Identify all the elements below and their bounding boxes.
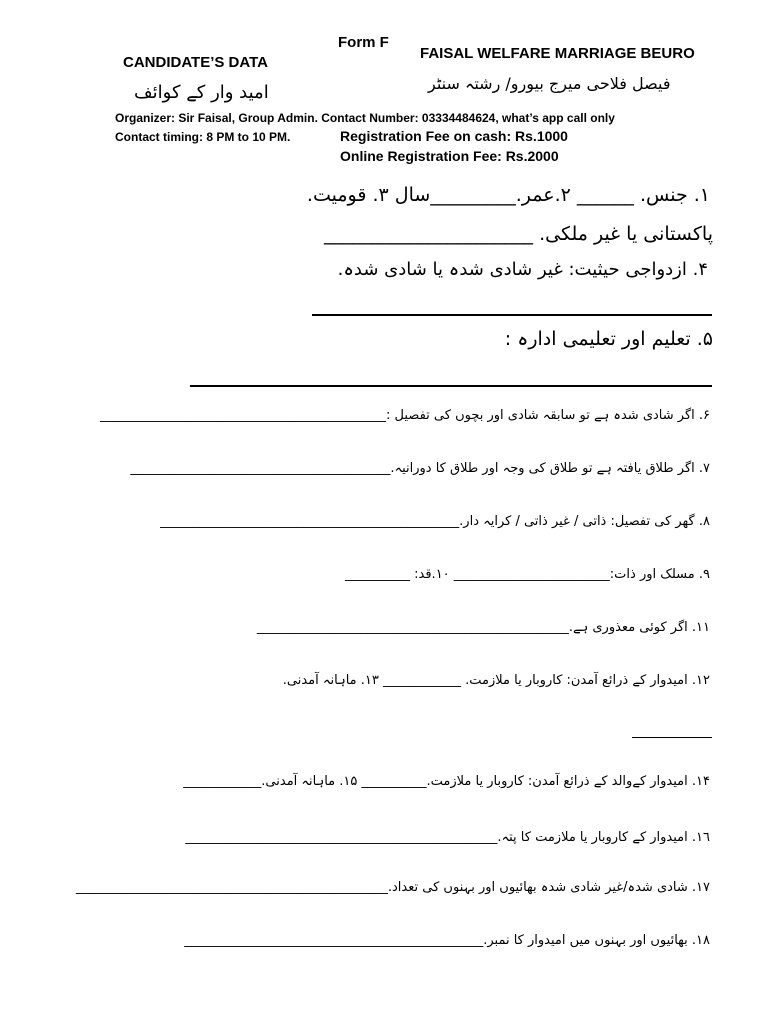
- answer-line-5[interactable]: [190, 385, 712, 387]
- question-12-13-income: ۱۲. امیدوار کے ذرائع آمدن: کاروبار یا ملازمت. ____________ ۱۳. ماہانہ آمدنی.: [282, 673, 710, 688]
- question-1b-nationality: پاکستانی یا غیر ملکی. ______________________: [324, 223, 713, 245]
- question-6-previous-marriage: ۶. اگر شادی شدہ ہے تو سابقہ شادی اور بچوں کی تفصیل :____________________________________________: [100, 408, 710, 423]
- contact-timing: Contact timing: 8 PM to 10 PM.: [115, 130, 291, 144]
- question-18-sibling-order: ۱۸. بھائیوں اور بہنوں میں امیدوار کا نمبر.______________________________________________: [184, 933, 710, 948]
- registration-fee-online: Online Registration Fee: Rs.2000: [340, 148, 559, 164]
- question-11-disability: ۱۱. اگر کوئی معذوری ہے.________________________________________________: [256, 620, 710, 635]
- question-14-15-father-income: ۱۴. امیدوار کےوالد کے ذرائع آمدن: کاروبار یا ملازمت.__________ ۱۵. ماہانہ آمدنی.____________: [183, 774, 710, 789]
- answer-line-4[interactable]: [312, 314, 712, 316]
- bureau-name: FAISAL WELFARE MARRIAGE BEURO: [420, 45, 695, 62]
- bureau-name-urdu: فیصل فلاحی میرج بیورو/ رشتہ سنٹر: [428, 74, 671, 93]
- question-16-business-address: ۱٦. امیدوار کے کاروبار یا ملازمت کا پتہ.________________________________________________: [185, 830, 710, 845]
- answer-line-12[interactable]: [632, 737, 712, 738]
- question-4-marital-status: ۴. ازدواجی حیثیت: غیر شادی شدہ یا شادی شدہ.: [337, 259, 708, 280]
- candidates-data-urdu: امید وار کے کوائف: [134, 82, 269, 103]
- question-8-house: ۸. گھر کی تفصیل: ذاتی / غیر ذاتی / کرایہ دار.______________________________________________: [160, 514, 710, 529]
- form-label: Form F: [338, 34, 389, 51]
- question-1-3: ۱. جنس. ______ ۲.عمر._________سال ۳. قومیت.: [306, 184, 710, 206]
- question-17-siblings-count: ۱۷. شادی شدہ/غیر شادی شدہ بھائیوں اور بہنوں کی تعداد.________________________________________________: [75, 880, 710, 895]
- question-5-education: ۵. تعلیم اور تعلیمی ادارہ :: [504, 328, 713, 350]
- registration-fee-cash: Registration Fee on cash: Rs.1000: [340, 128, 568, 144]
- organizer-info: Organizer: Sir Faisal, Group Admin. Contact Number: 03334484624, what’s app call only: [115, 111, 615, 125]
- question-7-divorce: ۷. اگر طلاق یافتہ ہے تو طلاق کی وجہ اور طلاق کا دورانیہ.________________________________________: [130, 461, 710, 476]
- candidates-data-heading: CANDIDATE’S DATA: [123, 54, 268, 71]
- question-9-10-sect-height: ۹. مسلک اور ذات:________________________ ۱۰.قد: __________: [345, 567, 710, 582]
